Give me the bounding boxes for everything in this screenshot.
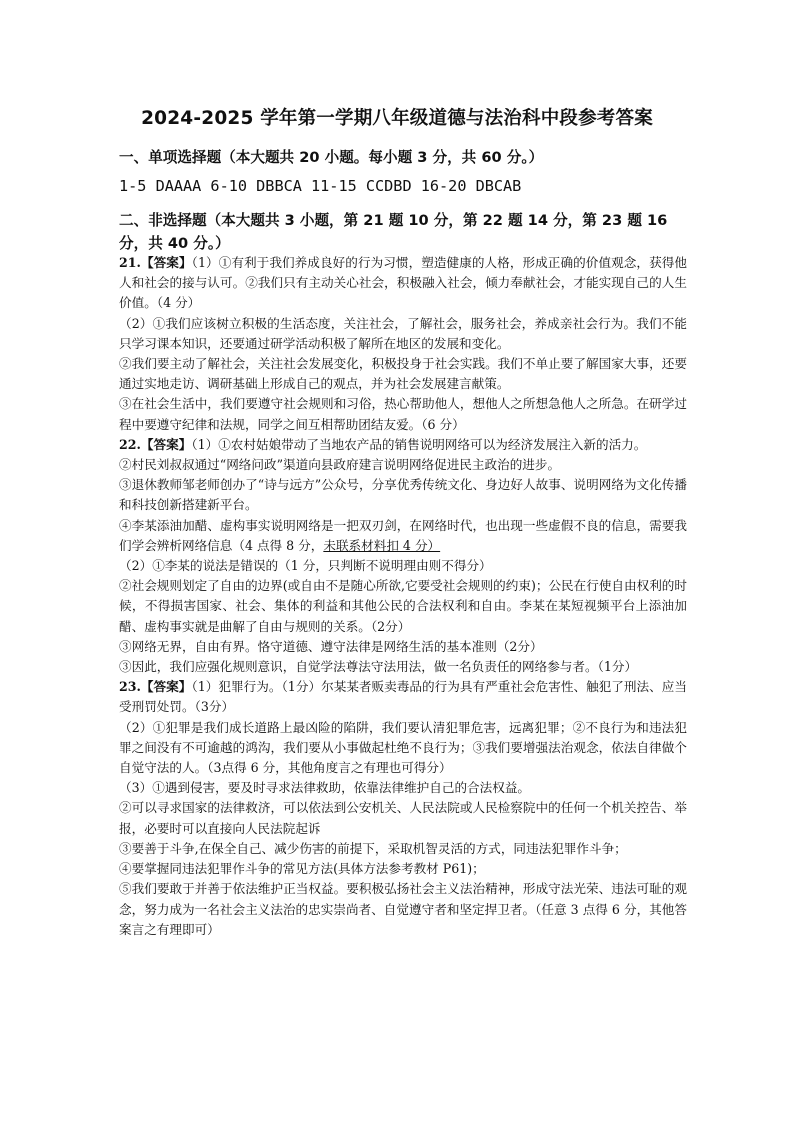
q22-part2: ②村民刘叔叔通过“网络问政”渠道向县政府建言说明网络促进民主政治的进步。	[119, 457, 561, 473]
q22-part7: ③网络无界，自由有界。恪守道德、遵守法律是网络生活的基本准则（2分）	[119, 638, 543, 654]
q21-part2: （2）①我们应该树立积极的生活态度，关注社会，了解社会，服务社会，养成亲社会行为。我们不能只学习课本知识，还要通过研学活动积极了解所在地区的发展和变化。	[119, 315, 687, 351]
answers-body	[119, 253, 687, 940]
q22-part4: ④李某添油加醋、虚构事实说明网络是一把双刃剑，在网络时代，也出现一些虚假不良的信息，需要我们学会辨析网络信息（4 点得 8 分，未联系材料扣 4 分）	[119, 517, 687, 553]
section-1-heading: 一、单项选择题（本大题共 20 小题。每小题 3 分，共 60 分。）	[119, 149, 544, 166]
multiple-choice-answers: 1-5 DAAAA 6-10 DBBCA 11-15 CCDBD 16-20 DBCAB	[119, 177, 522, 195]
q23-part1: 23.【答案】（1）犯罪行为。（1分）尔某某者贩卖毒品的行为具有严重社会危害性、触犯了刑法、应当受刑罚处罚。（3分）	[119, 679, 687, 715]
q21-label: 21.【答案】	[119, 255, 192, 270]
q21-part1: 21.【答案】（1）①有利于我们养成良好的行为习惯，塑造健康的人格，形成正确的价值观念，获得他人和社会的接与认可。②我们只有主动关心社会，积极融入社会，倾力奉献社会，才能实现自己的人生价值。（4 分）	[119, 255, 687, 311]
q22-part1: 22.【答案】（1）①农村姑娘带动了当地农产品的销售说明网络可以为经济发展注入新的活力。	[119, 436, 647, 452]
section-2-heading: 二、非选择题（本大题共 3 小题，第 21 题 10 分，第 22 题 14 分，第 23 题 16 分，共 40 分。）	[119, 212, 668, 252]
q23-part4: ②可以寻求国家的法律救济，可以依法到公安机关、人民法院或人民检察院中的任何一个机关控告、举报，必要时可以直接向人民法院起诉	[119, 800, 687, 836]
q21-part4: ③在社会生活中，我们要遵守社会规则和习俗，热心帮助他人，想他人之所想急他人之所急。在研学过程中要遵守纪律和法规，同学之间互相帮助团结友爱。（6 分）	[119, 396, 687, 432]
q23-part3: （3）①遇到侵害，要及时寻求法律救助，依靠法律维护自己的合法权益。	[119, 780, 531, 796]
q21-part3: ②我们要主动了解社会，关注社会发展变化，积极投身于社会实践。我们不单止要了解国家大事，还要通过实地走访、调研基础上形成自己的观点，并为社会发展建言献策。	[119, 356, 687, 392]
q22-part6: ②社会规则划定了自由的边界(或自由不是随心所欲,它要受社会规则的约束)；公民在行使自由权利的时候，不得损害国家、社会、集体的利益和其他公民的合法权利和自由。李某在某短视频平台上添油加醋、虚构事实就是曲解了自由与规则的关系。（2分）	[119, 578, 687, 634]
q22-part8: ③因此，我们应强化规则意识，自觉学法尊法守法用法，做一名负责任的网络参与者。（1分）	[119, 659, 638, 675]
q22-part5: （2）①李某的说法是错误的（1 分，只判断不说明理由则不得分）	[119, 558, 492, 574]
q23-label: 23.【答案】	[119, 679, 192, 695]
q23-part7: ⑤我们要敢于并善于依法维护正当权益。要积极弘扬社会主义法治精神，形成守法光荣、违法可耻的观念，努力成为一名社会主义法治的忠实崇尚者、自觉遵守者和坚定捍卫者。（任意 3 点得 6 分，其他答案言之有理即可）	[119, 881, 687, 937]
page-title: 2024-2025 学年第一学期八年级道德与法治科中段参考答案	[141, 108, 653, 129]
q23-part5: ③要善于斗争,在保全自己、减少伤害的前提下，采取机智灵活的方式，同违法犯罪作斗争；	[119, 840, 627, 856]
q22-label: 22.【答案】	[119, 436, 192, 452]
q23-part6: ④要掌握同违法犯罪作斗争的常见方法(具体方法参考教材 P61)；	[119, 861, 485, 877]
q23-part2: （2）①犯罪是我们成长道路上最凶险的陷阱，我们要认清犯罪危害，远离犯罪；②不良行为和违法犯罪之间没有不可逾越的鸿沟，我们要从小事做起杜绝不良行为；③我们要增强法治观念，依法自律做个自觉守法的人。（3点得 6 分，其他角度言之有理也可得分）	[119, 719, 687, 776]
q22-part3: ③退休教师邹老师创办了“诗与远方”公众号，分享优秀传统文化、身边好人故事、说明网络为文化传播和科技创新搭建新平台。	[119, 477, 687, 513]
deduction-note: 未联系材料扣 4 分）	[323, 537, 441, 553]
